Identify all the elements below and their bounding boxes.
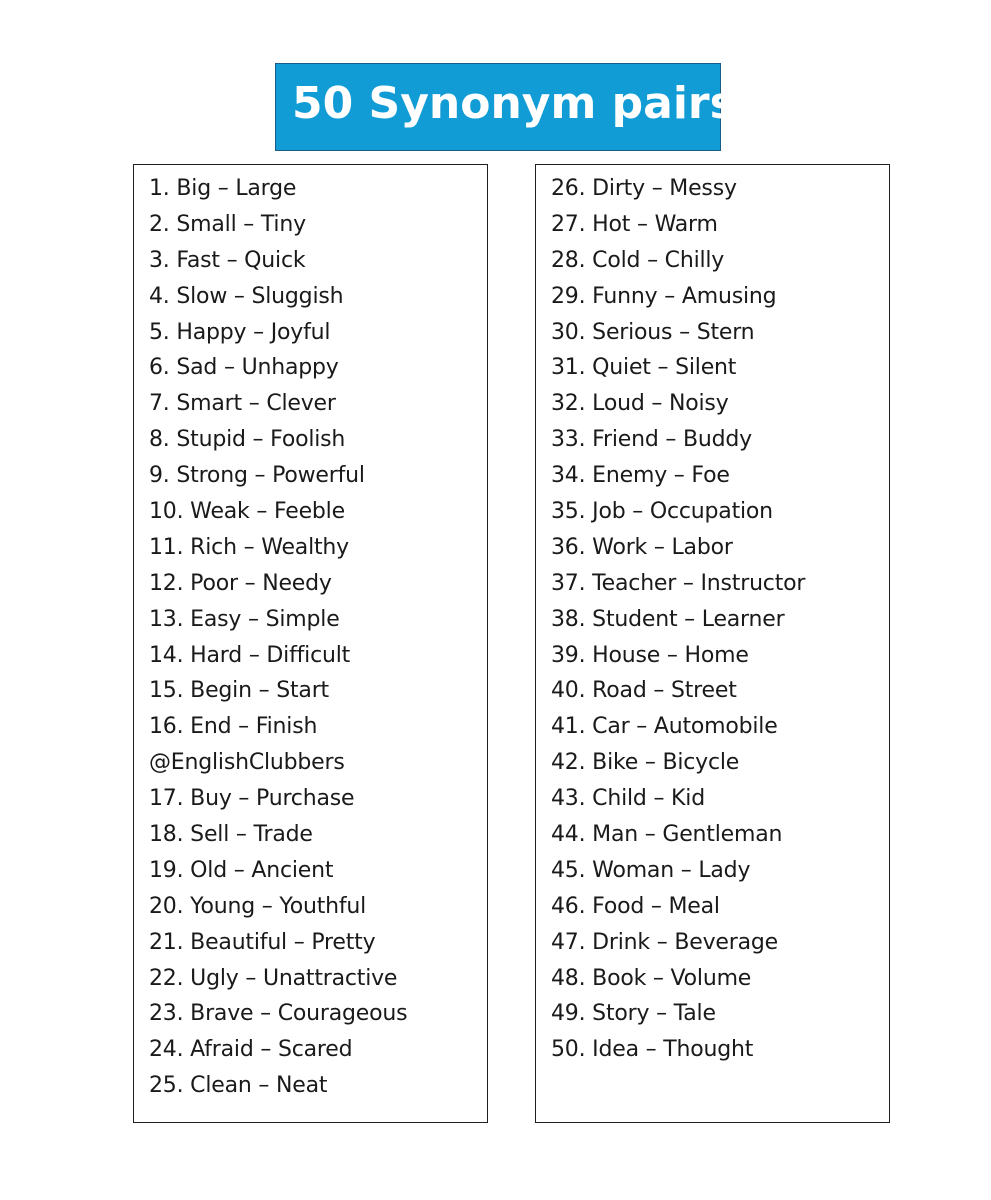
title-banner <box>275 63 736 151</box>
left-column-box <box>133 164 488 1123</box>
synonym-pair-item: 23. Brave – Courageous <box>149 1001 408 1027</box>
left-synonym-list <box>134 165 487 1104</box>
synonym-pair-item: 7. Smart – Clever <box>149 391 336 417</box>
synonym-pair-item: 1. Big – Large <box>149 176 297 201</box>
synonym-pair-item: 30. Serious – Stern <box>551 319 755 345</box>
synonym-pair-item: 37. Teacher – Instructor <box>551 570 806 596</box>
synonym-pair-item: 4. Slow – Sluggish <box>149 283 344 309</box>
synonym-pair-item: 25. Clean – Neat <box>149 1073 328 1099</box>
synonym-pair-item: 42. Bike – Bicycle <box>551 750 740 776</box>
synonym-pair-item: 14. Hard – Difficult <box>149 642 351 668</box>
synonym-pair-item: 29. Funny – Amusing <box>551 283 777 309</box>
synonym-pair-item: 17. Buy – Purchase <box>149 786 355 812</box>
synonym-pair-item: 5. Happy – Joyful <box>149 319 331 345</box>
synonym-pair-item: 35. Job – Occupation <box>551 499 773 525</box>
synonym-pair-item: 10. Weak – Feeble <box>149 499 345 525</box>
synonym-pair-item: 24. Afraid – Scared <box>149 1037 353 1063</box>
synonym-pair-item: 31. Quiet – Silent <box>551 355 737 381</box>
page-title: 50 Synonym pairs <box>292 78 736 129</box>
synonym-pair-item: 33. Friend – Buddy <box>551 427 753 453</box>
synonym-pair-item: 16. End – Finish <box>149 714 318 740</box>
synonym-pair-item: 50. Idea – Thought <box>551 1037 754 1063</box>
synonym-pair-item: 13. Easy – Simple <box>149 606 340 632</box>
synonym-pair-item: @EnglishClubbers <box>149 750 345 776</box>
synonym-pair-item: 44. Man – Gentleman <box>551 822 783 848</box>
synonym-pair-item: 20. Young – Youthful <box>149 893 367 919</box>
right-synonym-list <box>536 165 889 1068</box>
synonym-pair-item: 22. Ugly – Unattractive <box>149 965 398 991</box>
synonym-pair-item: 48. Book – Volume <box>551 965 752 991</box>
synonym-pair-item: 18. Sell – Trade <box>149 822 313 848</box>
synonym-pair-item: 34. Enemy – Foe <box>551 463 730 489</box>
synonym-pair-item: 2. Small – Tiny <box>149 211 306 237</box>
synonym-pair-item: 40. Road – Street <box>551 678 737 704</box>
synonym-pair-item: 41. Car – Automobile <box>551 714 778 740</box>
synonym-pair-item: 19. Old – Ancient <box>149 857 334 883</box>
synonym-pair-item: 6. Sad – Unhappy <box>149 355 339 381</box>
synonym-pair-item: 27. Hot – Warm <box>551 211 718 237</box>
synonym-pair-item: 38. Student – Learner <box>551 606 785 632</box>
synonym-pair-item: 32. Loud – Noisy <box>551 391 729 417</box>
synonym-pair-item: 47. Drink – Beverage <box>551 929 778 955</box>
synonym-pair-item: 12. Poor – Needy <box>149 570 332 596</box>
synonym-pair-item: 49. Story – Tale <box>551 1001 716 1027</box>
synonym-pair-item: 21. Beautiful – Pretty <box>149 929 376 955</box>
right-column-box <box>535 164 890 1123</box>
synonym-pair-item: 43. Child – Kid <box>551 786 705 812</box>
synonym-pair-item: 28. Cold – Chilly <box>551 247 725 273</box>
synonym-pair-item: 11. Rich – Wealthy <box>149 534 349 560</box>
synonym-pair-item: 46. Food – Meal <box>551 893 720 919</box>
synonym-pair-item: 39. House – Home <box>551 642 749 668</box>
synonym-pair-item: 45. Woman – Lady <box>551 857 751 883</box>
synonym-pair-item: 9. Strong – Powerful <box>149 463 365 489</box>
synonym-pair-item: 36. Work – Labor <box>551 534 733 560</box>
synonym-pair-item: 15. Begin – Start <box>149 678 329 704</box>
synonym-pair-item: 3. Fast – Quick <box>149 247 306 273</box>
synonym-pair-item: 8. Stupid – Foolish <box>149 427 346 453</box>
synonym-pair-item: 26. Dirty – Messy <box>551 176 737 201</box>
